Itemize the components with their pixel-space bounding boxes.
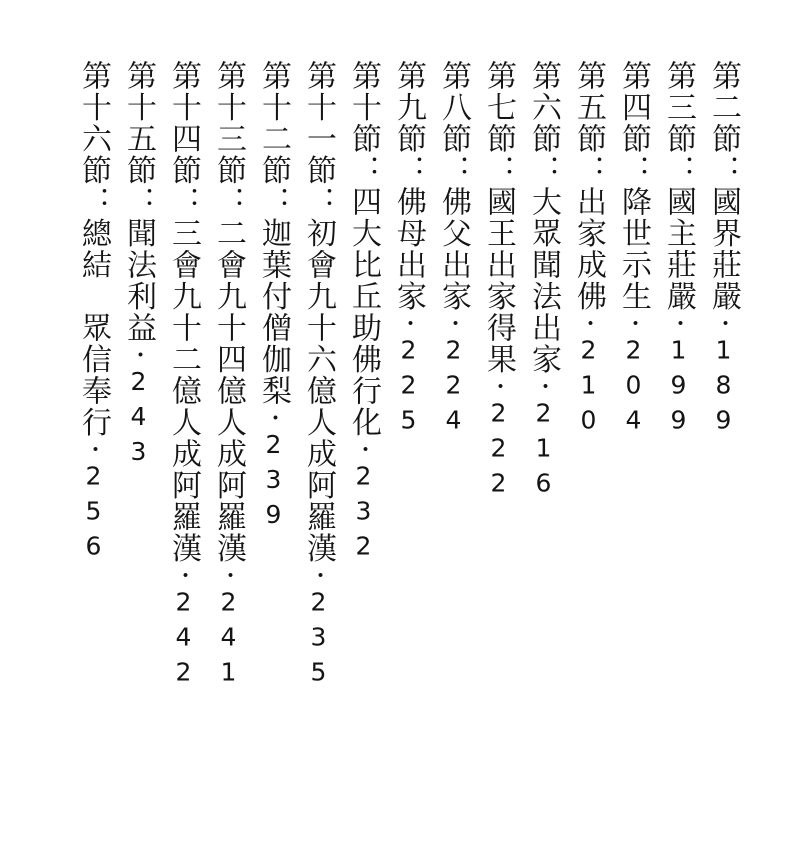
toc-entry [71, 60, 116, 830]
separator-dot: ・ [621, 312, 646, 336]
separator-dot: ・ [486, 375, 511, 399]
toc-entry [566, 60, 611, 830]
separator-dot: ・ [396, 312, 421, 336]
section-title: 佛父出家 [436, 186, 471, 312]
separator-colon: ： [616, 154, 651, 186]
section-label: 第十五節 [121, 60, 156, 186]
section-title: 國界莊嚴 [706, 186, 741, 312]
page-number: 239 [259, 430, 288, 535]
section-title: 二會九十四億人成阿羅漢 [211, 217, 246, 564]
section-label: 第五節 [571, 60, 606, 155]
toc-entry [116, 60, 161, 830]
section-label: 第十四節 [166, 60, 201, 186]
toc-entry [611, 60, 656, 830]
separator-dot: ・ [261, 406, 286, 430]
page-number: 210 [574, 335, 603, 441]
page-number: 241 [214, 587, 243, 693]
separator-dot: ・ [81, 438, 106, 462]
separator-dot: ・ [171, 564, 196, 588]
section-title: 總結 眾信奉行 [76, 217, 111, 438]
separator-dot: ・ [216, 564, 241, 588]
section-title: 三會九十二億人成阿羅漢 [166, 217, 201, 564]
page-number: 225 [394, 335, 423, 441]
separator-dot: ・ [351, 438, 376, 462]
toc-entry [431, 60, 476, 830]
page-number: 232 [349, 461, 378, 567]
section-label: 第六節 [526, 60, 561, 155]
section-title: 佛母出家 [391, 186, 426, 312]
separator-colon: ： [481, 154, 516, 186]
toc-entry [521, 60, 566, 830]
separator-colon: ： [121, 186, 156, 218]
separator-dot: ・ [441, 312, 466, 336]
section-title: 國王出家得果 [481, 186, 516, 375]
section-label: 第十三節 [211, 60, 246, 186]
separator-dot: ・ [306, 564, 331, 588]
separator-colon: ： [256, 186, 291, 218]
separator-colon: ： [436, 154, 471, 186]
toc-entry [341, 60, 386, 830]
section-label: 第二節 [706, 60, 741, 155]
separator-colon: ： [301, 186, 336, 218]
separator-dot: ・ [711, 312, 736, 336]
section-title: 初會九十六億人成阿羅漢 [301, 217, 336, 564]
separator-colon: ： [166, 186, 201, 218]
section-title: 迦葉付僧伽梨 [256, 217, 291, 407]
separator-colon: ： [76, 186, 111, 218]
toc-entry [206, 60, 251, 830]
toc-entry [656, 60, 701, 830]
section-title: 國主莊嚴 [661, 186, 696, 312]
section-label: 第十節 [346, 60, 381, 155]
section-label: 第七節 [481, 60, 516, 155]
page-number: 256 [79, 461, 108, 567]
page-number: 243 [124, 367, 153, 472]
page-number: 204 [619, 335, 648, 441]
separator-colon: ： [526, 154, 561, 186]
page-number: 235 [304, 587, 333, 693]
section-label: 第十一節 [301, 60, 336, 186]
separator-dot: ・ [576, 312, 601, 336]
separator-dot: ・ [126, 343, 151, 367]
page-number: 199 [664, 335, 693, 441]
page-number: 242 [169, 587, 198, 693]
separator-dot: ・ [531, 375, 556, 399]
separator-dot: ・ [666, 312, 691, 336]
section-title: 降世示生 [616, 186, 651, 312]
separator-colon: ： [661, 154, 696, 186]
toc-entry [251, 60, 296, 830]
table-of-contents [71, 60, 746, 830]
page-number: 222 [484, 398, 513, 504]
separator-colon: ： [706, 154, 741, 186]
separator-colon: ： [571, 154, 606, 186]
section-label: 第十二節 [256, 60, 291, 186]
separator-colon: ： [211, 186, 246, 218]
page-number: 216 [529, 398, 558, 504]
page-number: 224 [439, 335, 468, 441]
page-number: 189 [709, 335, 738, 441]
section-title: 大眾聞法出家 [526, 186, 561, 375]
section-label: 第十六節 [76, 60, 111, 186]
section-title: 四大比丘助佛行化 [346, 186, 381, 438]
separator-colon: ： [391, 154, 426, 186]
toc-entry [701, 60, 746, 830]
separator-colon: ： [346, 154, 381, 186]
section-title: 出家成佛 [571, 186, 606, 312]
toc-entry [296, 60, 341, 830]
toc-entry [386, 60, 431, 830]
section-title: 聞法利益 [121, 217, 156, 344]
section-label: 第四節 [616, 60, 651, 155]
toc-entry [476, 60, 521, 830]
section-label: 第三節 [661, 60, 696, 155]
section-label: 第八節 [436, 60, 471, 155]
toc-entry [161, 60, 206, 830]
section-label: 第九節 [391, 60, 426, 155]
